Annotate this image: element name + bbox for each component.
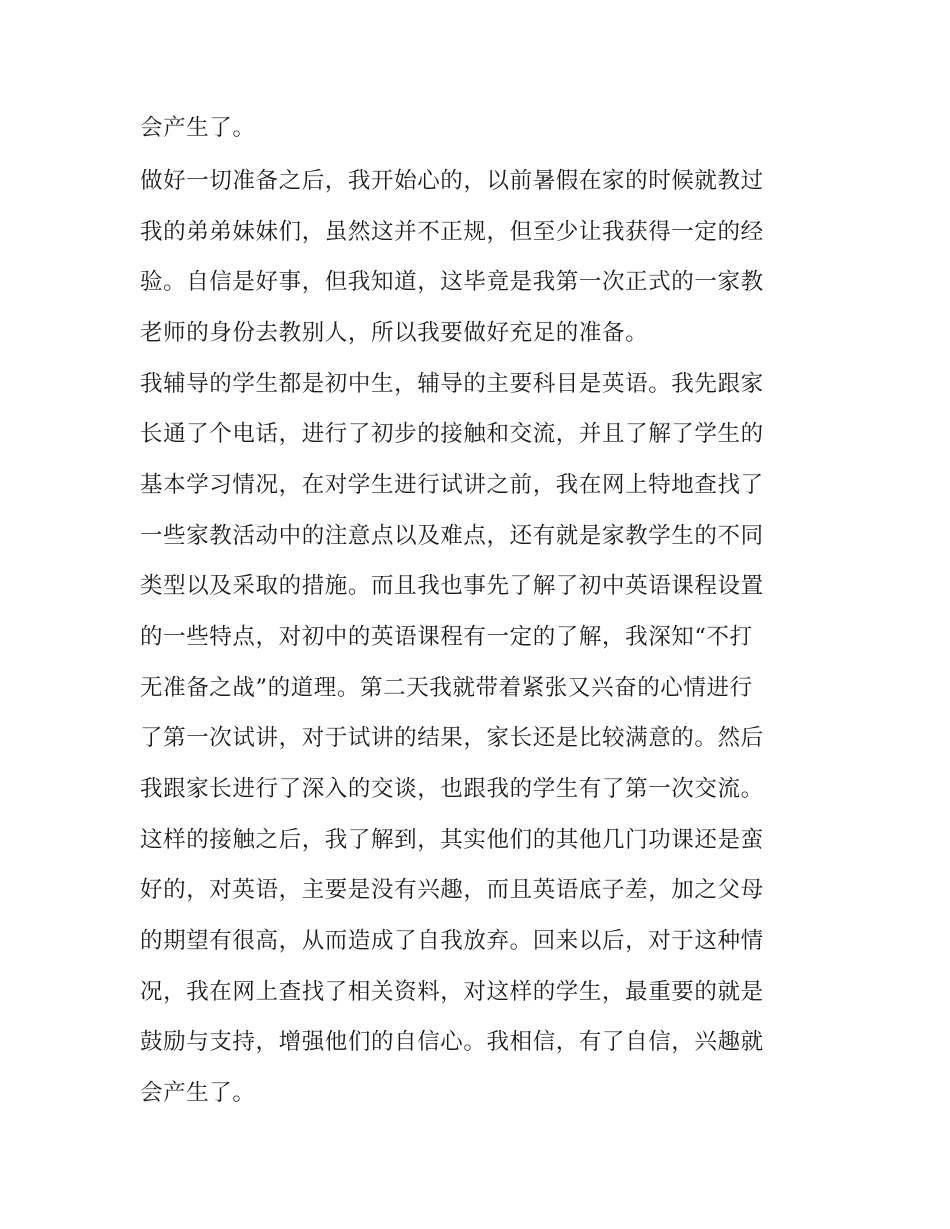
text-line: 验。自信是好事，但我知道，这毕竟是我第一次正式的一家教 xyxy=(140,269,764,295)
text-line: 我的弟弟妹妹们，虽然这并不正规，但至少让我获得一定的经 xyxy=(140,219,764,245)
text-line: 会产生了。 xyxy=(140,1080,256,1106)
text-line: 类型以及采取的措施。而且我也事先了解了初中英语课程设置 xyxy=(140,573,764,599)
text-line: 了第一次试讲，对于试讲的结果，家长还是比较满意的。然后 xyxy=(140,725,764,751)
text-line: 好的，对英语，主要是没有兴趣，而且英语底子差，加之父母 xyxy=(140,877,764,903)
text-line: 我跟家长进行了深入的交谈，也跟我的学生有了第一次交流。 xyxy=(140,776,764,802)
text-line: 做好一切准备之后，我开始心的，以前暑假在家的时候就教过 xyxy=(140,168,764,194)
text-line: 的期望有很高，从而造成了自我放弃。回来以后，对于这种情 xyxy=(140,928,764,954)
text-line: 我辅导的学生都是初中生，辅导的主要科目是英语。我先跟家 xyxy=(140,371,764,397)
text-line: 鼓励与支持，增强他们的自信心。我相信，有了自信，兴趣就 xyxy=(140,1029,764,1055)
text-line: 一些家教活动中的注意点以及难点，还有就是家教学生的不同 xyxy=(140,523,764,549)
text-line: 这样的接触之后，我了解到，其实他们的其他几门功课还是蛮 xyxy=(140,827,764,853)
text-line: 会产生了。 xyxy=(140,115,256,141)
text-line: 长通了个电话，进行了初步的接触和交流，并且了解了学生的 xyxy=(140,421,764,447)
text-line: 的一些特点，对初中的英语课程有一定的了解，我深知“不打 xyxy=(140,624,753,650)
text-line: 基本学习情况，在对学生进行试讲之前，我在网上特地查找了 xyxy=(140,472,764,498)
text-line: 况，我在网上查找了相关资料，对这样的学生，最重要的就是 xyxy=(140,979,764,1005)
text-line: 无准备之战”的道理。第二天我就带着紧张又兴奋的心情进行 xyxy=(140,675,753,701)
text-line: 老师的身份去教别人，所以我要做好充足的准备。 xyxy=(140,320,649,346)
